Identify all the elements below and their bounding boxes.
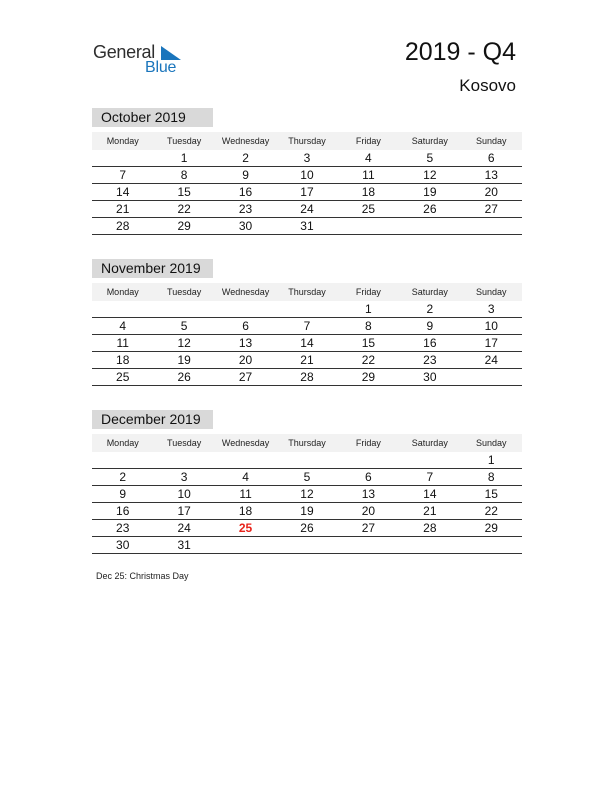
day-cell: 7	[276, 318, 337, 335]
day-cell: 3	[153, 469, 214, 486]
week-row	[92, 486, 522, 503]
weekday-header-row	[92, 132, 522, 150]
day-cell: 31	[153, 537, 214, 554]
day-cell: 23	[215, 201, 276, 218]
weekday-label: Monday	[92, 283, 153, 301]
day-cell: 16	[399, 335, 460, 352]
day-cell: 4	[215, 469, 276, 486]
day-cell: 29	[338, 369, 399, 386]
day-cell: 19	[153, 352, 214, 369]
logo-text-blue: Blue	[145, 59, 177, 76]
day-cell: 30	[92, 537, 153, 554]
calendar-table	[92, 434, 522, 554]
country-name: Kosovo	[459, 76, 516, 95]
day-cell: 8	[153, 167, 214, 184]
weekday-header-row	[92, 434, 522, 452]
day-cell: 13	[461, 167, 522, 184]
day-cell: 12	[153, 335, 214, 352]
empty-day-cell	[461, 369, 522, 386]
day-cell: 24	[153, 520, 214, 537]
empty-day-cell	[215, 537, 276, 554]
day-cell: 2	[92, 469, 153, 486]
day-cell: 14	[276, 335, 337, 352]
day-cell: 5	[153, 318, 214, 335]
week-row	[92, 369, 522, 386]
day-cell: 14	[92, 184, 153, 201]
empty-day-cell	[153, 301, 214, 318]
empty-day-cell	[461, 218, 522, 235]
weekday-label: Thursday	[276, 132, 337, 150]
day-cell: 3	[461, 301, 522, 318]
day-cell: 23	[399, 352, 460, 369]
weekday-label: Tuesday	[153, 132, 214, 150]
day-cell: 20	[461, 184, 522, 201]
empty-day-cell	[399, 218, 460, 235]
weekday-label: Monday	[92, 132, 153, 150]
day-cell: 5	[276, 469, 337, 486]
day-cell: 21	[276, 352, 337, 369]
day-cell: 28	[92, 218, 153, 235]
day-cell: 16	[92, 503, 153, 520]
day-cell: 20	[215, 352, 276, 369]
day-cell: 22	[338, 352, 399, 369]
day-cell: 2	[399, 301, 460, 318]
day-cell: 28	[276, 369, 337, 386]
logo-text-general: General	[93, 42, 155, 62]
day-cell: 3	[276, 150, 337, 167]
week-row	[92, 503, 522, 520]
day-cell: 30	[215, 218, 276, 235]
day-cell: 31	[276, 218, 337, 235]
weekday-label: Saturday	[399, 132, 460, 150]
weekday-label: Friday	[338, 434, 399, 452]
holiday-note: Dec 25: Christmas Day	[96, 571, 189, 581]
day-cell: 11	[338, 167, 399, 184]
day-cell: 6	[215, 318, 276, 335]
empty-day-cell	[399, 537, 460, 554]
day-cell: 18	[92, 352, 153, 369]
empty-day-cell	[338, 452, 399, 469]
week-row	[92, 167, 522, 184]
holiday-day-cell: 25	[215, 520, 276, 537]
day-cell: 11	[92, 335, 153, 352]
day-cell: 9	[215, 167, 276, 184]
week-row	[92, 335, 522, 352]
day-cell: 6	[338, 469, 399, 486]
empty-day-cell	[399, 452, 460, 469]
month-december	[92, 410, 522, 554]
day-cell: 7	[92, 167, 153, 184]
empty-day-cell	[92, 301, 153, 318]
day-cell: 2	[215, 150, 276, 167]
empty-day-cell	[276, 537, 337, 554]
day-cell: 17	[461, 335, 522, 352]
day-cell: 30	[399, 369, 460, 386]
weekday-label: Wednesday	[215, 434, 276, 452]
day-cell: 17	[276, 184, 337, 201]
day-cell: 10	[461, 318, 522, 335]
empty-day-cell	[338, 537, 399, 554]
day-cell: 19	[399, 184, 460, 201]
weekday-label: Tuesday	[153, 434, 214, 452]
month-title: November 2019	[92, 259, 213, 278]
empty-day-cell	[153, 452, 214, 469]
day-cell: 26	[276, 520, 337, 537]
day-cell: 11	[215, 486, 276, 503]
empty-day-cell	[461, 537, 522, 554]
empty-day-cell	[276, 301, 337, 318]
day-cell: 6	[461, 150, 522, 167]
day-cell: 22	[461, 503, 522, 520]
day-cell: 25	[338, 201, 399, 218]
empty-day-cell	[92, 452, 153, 469]
empty-day-cell	[215, 452, 276, 469]
day-cell: 12	[399, 167, 460, 184]
day-cell: 7	[399, 469, 460, 486]
day-cell: 29	[461, 520, 522, 537]
day-cell: 18	[215, 503, 276, 520]
day-cell: 4	[338, 150, 399, 167]
day-cell: 15	[338, 335, 399, 352]
day-cell: 13	[215, 335, 276, 352]
day-cell: 23	[92, 520, 153, 537]
day-cell: 28	[399, 520, 460, 537]
day-cell: 10	[276, 167, 337, 184]
day-cell: 12	[276, 486, 337, 503]
weekday-label: Thursday	[276, 434, 337, 452]
week-row	[92, 537, 522, 554]
week-row	[92, 184, 522, 201]
month-title: October 2019	[92, 108, 213, 127]
weekday-label: Sunday	[461, 283, 522, 301]
day-cell: 14	[399, 486, 460, 503]
day-cell: 1	[461, 452, 522, 469]
day-cell: 27	[338, 520, 399, 537]
weekday-label: Thursday	[276, 283, 337, 301]
week-row	[92, 301, 522, 318]
weekday-label: Friday	[338, 132, 399, 150]
day-cell: 15	[153, 184, 214, 201]
weekday-label: Tuesday	[153, 283, 214, 301]
weekday-label: Friday	[338, 283, 399, 301]
week-row	[92, 150, 522, 167]
day-cell: 18	[338, 184, 399, 201]
weekday-label: Wednesday	[215, 132, 276, 150]
day-cell: 22	[153, 201, 214, 218]
day-cell: 9	[92, 486, 153, 503]
weekday-label: Wednesday	[215, 283, 276, 301]
day-cell: 4	[92, 318, 153, 335]
day-cell: 19	[276, 503, 337, 520]
day-cell: 26	[153, 369, 214, 386]
day-cell: 9	[399, 318, 460, 335]
month-title: December 2019	[92, 410, 213, 429]
month-october	[92, 108, 522, 235]
weekday-label: Saturday	[399, 283, 460, 301]
brand-logo	[93, 42, 193, 78]
empty-day-cell	[276, 452, 337, 469]
day-cell: 1	[153, 150, 214, 167]
calendar-table	[92, 132, 522, 235]
week-row	[92, 352, 522, 369]
day-cell: 24	[461, 352, 522, 369]
page-title: 2019 - Q4	[404, 38, 516, 66]
day-cell: 17	[153, 503, 214, 520]
weekday-header-row	[92, 283, 522, 301]
week-row	[92, 520, 522, 537]
day-cell: 24	[276, 201, 337, 218]
week-row	[92, 318, 522, 335]
empty-day-cell	[338, 218, 399, 235]
day-cell: 21	[92, 201, 153, 218]
weekday-label: Saturday	[399, 434, 460, 452]
week-row	[92, 218, 522, 235]
week-row	[92, 469, 522, 486]
logo-triangle-icon	[161, 46, 181, 60]
week-row	[92, 452, 522, 469]
day-cell: 13	[338, 486, 399, 503]
day-cell: 27	[215, 369, 276, 386]
weekday-label: Monday	[92, 434, 153, 452]
day-cell: 8	[338, 318, 399, 335]
month-november	[92, 259, 522, 386]
day-cell: 15	[461, 486, 522, 503]
day-cell: 20	[338, 503, 399, 520]
empty-day-cell	[92, 150, 153, 167]
day-cell: 1	[338, 301, 399, 318]
day-cell: 29	[153, 218, 214, 235]
week-row	[92, 201, 522, 218]
weekday-label: Sunday	[461, 434, 522, 452]
day-cell: 26	[399, 201, 460, 218]
day-cell: 21	[399, 503, 460, 520]
day-cell: 10	[153, 486, 214, 503]
empty-day-cell	[215, 301, 276, 318]
weekday-label: Sunday	[461, 132, 522, 150]
day-cell: 16	[215, 184, 276, 201]
day-cell: 25	[92, 369, 153, 386]
day-cell: 27	[461, 201, 522, 218]
calendar-table	[92, 283, 522, 386]
day-cell: 8	[461, 469, 522, 486]
day-cell: 5	[399, 150, 460, 167]
